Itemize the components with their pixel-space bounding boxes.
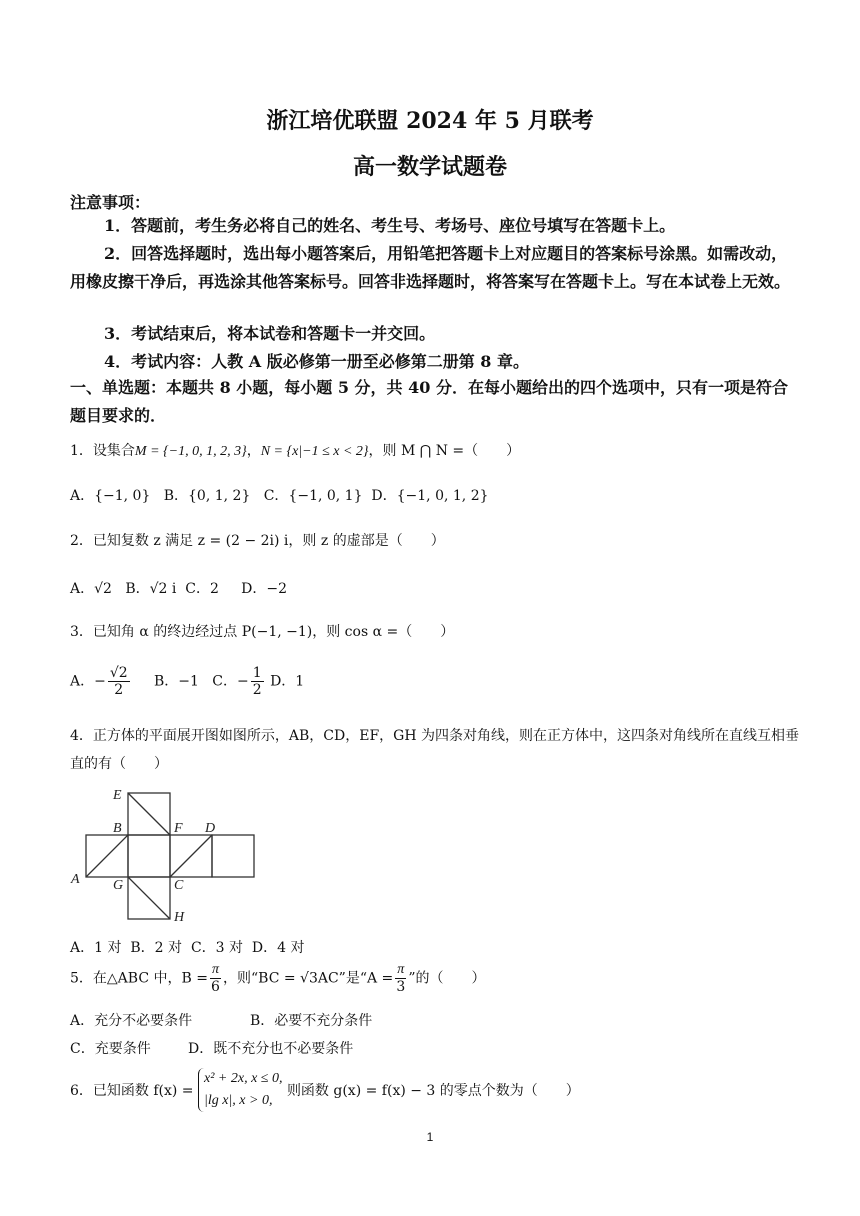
q3-option-c-label: C．− — [212, 673, 249, 690]
notice-item-4-text: 4．考试内容：人教 A 版必修第一册至必修第二册第 8 章。 — [104, 352, 529, 371]
exam-title: 浙江培优联盟 2024 年 5 月联考 — [266, 108, 594, 134]
q1-options — [70, 485, 489, 505]
q1-option-d: D．{−1, 0, 1, 2} — [371, 488, 489, 504]
q1-ask: ，则 M ⋂ N =（ ） — [368, 443, 521, 459]
q1-set-n: N = {x|−1 ≤ x < 2} — [260, 444, 369, 459]
section-heading: 一、单选题：本题共 8 小题，每小题 5 分，共 40 分．在每小题给出的四个选项中，只有一项是符合题目要求的． — [70, 378, 788, 425]
q5-fraction-b-denominator: 6 — [211, 979, 220, 995]
q1-option-c: C．{−1, 0, 1} — [263, 488, 363, 504]
label-h: H — [174, 910, 185, 925]
notice-item-4 — [70, 348, 800, 376]
q5-option-a: A．充分不必要条件 — [70, 1013, 193, 1029]
q2-option-a: A．√2 — [70, 581, 112, 597]
q5-option-d: D．既不充分也不必要条件 — [188, 1041, 354, 1057]
question-5 — [70, 962, 485, 995]
q3-option-a-label: A．− — [70, 673, 106, 690]
label-c: C — [174, 878, 184, 893]
label-d: D — [205, 821, 216, 836]
q3-option-c-denominator: 2 — [252, 682, 262, 698]
q1-sep: ， — [246, 443, 261, 459]
q5-pre: 5．在△ABC 中，B = — [70, 970, 208, 987]
q6-post: 则函数 g(x) = f(x) − 3 的零点个数为（ ） — [286, 1083, 580, 1099]
q5-post: ”的（ ） — [408, 970, 486, 987]
label-g: G — [113, 878, 124, 893]
q4-option-d: D．4 对 — [251, 940, 305, 956]
question-4: 4．正方体的平面展开图如图所示，AB，CD，EF，GH 为四条对角线，则在正方体中，这四条对角线所在直线互相垂直的有（ ） — [70, 728, 800, 772]
q6-piecewise — [198, 1068, 282, 1112]
q2-option-d: D．−2 — [241, 581, 288, 597]
q6-pre: 6．已知函数 f(x) = — [70, 1083, 194, 1099]
question-2: 2．已知复数 z 满足 z = (2 − 2i) i，则 z 的虚部是（ ） — [70, 533, 445, 549]
q5-option-c: C．充要条件 — [70, 1041, 151, 1057]
q5-fraction-a-numerator: π — [397, 962, 405, 977]
label-e: E — [113, 788, 122, 803]
notice-item-2-text: 2．回答选择题时，选出每小题答案后，用铅笔把答题卡上对应题目的答案标号涂黑。如需改动，用橡皮擦干净后，再选涂其他答案标号。回答非选择题时，将答案写在答题卡上。写在本试卷上无效。 — [70, 244, 791, 291]
q5-fraction-b — [210, 962, 221, 995]
q3-option-c-fraction — [251, 665, 264, 698]
question-3: 3．已知角 α 的终边经过点 P(−1, −1)，则 cos α =（ ） — [70, 624, 455, 640]
q4-option-b: B．2 对 — [130, 940, 183, 956]
label-b: B — [113, 821, 122, 836]
q3-options — [70, 665, 304, 698]
q2-options — [70, 578, 287, 598]
q6-case-1: x² + 2x, x ≤ 0, — [204, 1071, 283, 1086]
q5-mid: ，则“BC = √3AC”是“A = — [222, 970, 394, 987]
question-1 — [70, 440, 520, 460]
cube-net-figure — [70, 785, 270, 930]
q5-options-row2 — [70, 1038, 353, 1058]
question-6 — [70, 1068, 580, 1112]
page-number: 1 — [426, 1130, 434, 1144]
exam-subtitle: 高一数学试题卷 — [352, 154, 507, 180]
q1-stem: 1．设集合 — [70, 443, 135, 459]
notice-item-1 — [70, 212, 800, 240]
q3-option-a-fraction — [108, 665, 130, 698]
label-a: A — [71, 872, 80, 887]
notice-heading: 注意事项： — [70, 193, 151, 212]
q3-option-d: D．1 — [270, 673, 305, 690]
q5-fraction-b-numerator: π — [211, 962, 219, 977]
q3-option-a-numerator: √2 — [109, 665, 128, 681]
q3-option-c-numerator: 1 — [252, 665, 262, 681]
q5-options-row1 — [70, 1010, 372, 1030]
q1-set-m: M = {−1, 0, 1, 2, 3} — [134, 444, 247, 459]
q4-option-c: C．3 对 — [190, 940, 244, 956]
q5-option-b: B．必要不充分条件 — [250, 1013, 373, 1029]
label-f: F — [174, 821, 183, 836]
notice-item-3 — [70, 320, 800, 348]
notice-item-1-text: 1．答题前，考生务必将自己的姓名、考生号、考场号、座位号填写在答题卡上。 — [104, 216, 676, 235]
q4-options — [70, 937, 305, 957]
q4-option-a: A．1 对 — [70, 940, 122, 956]
q6-case-2: |lg x|, x > 0, — [204, 1093, 273, 1108]
q1-option-a: A．{−1, 0} — [70, 488, 151, 504]
q5-fraction-a-denominator: 3 — [396, 979, 406, 995]
q1-option-b: B．{0, 1, 2} — [163, 488, 251, 504]
q5-fraction-a — [395, 962, 406, 995]
q3-option-b: B．−1 — [153, 673, 199, 690]
notice-item-3-text: 3．考试结束后，将本试卷和答题卡一并交回。 — [104, 324, 436, 343]
notice-item-2 — [70, 240, 800, 296]
q2-option-b: B．√2 i — [125, 581, 177, 597]
q3-option-a-denominator: 2 — [114, 682, 124, 698]
q2-option-c: C．2 — [185, 581, 219, 597]
